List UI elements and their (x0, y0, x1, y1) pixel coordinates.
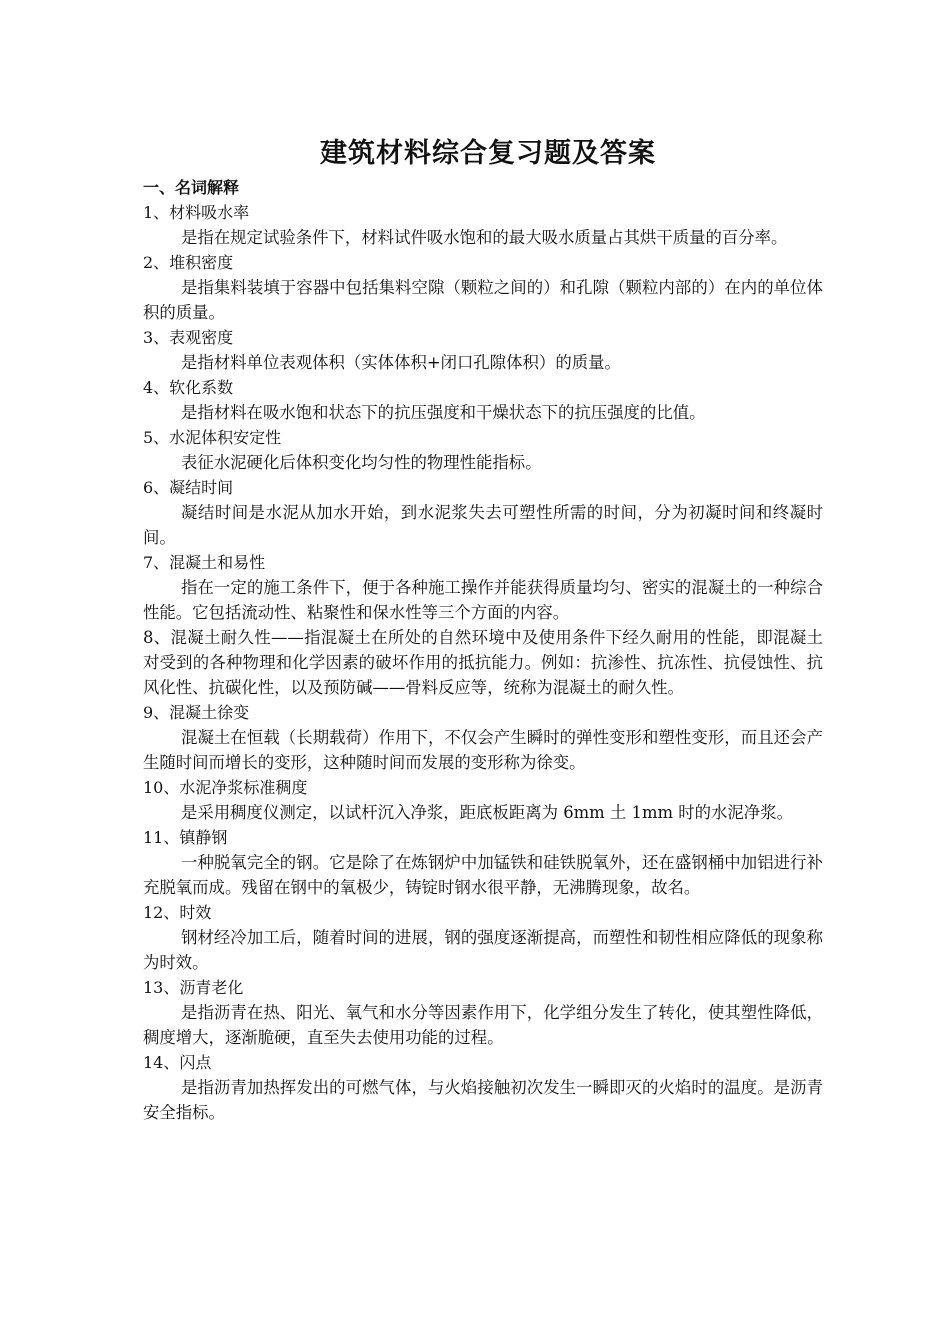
term-label: 5、水泥体积安定性 (143, 428, 282, 447)
term-definition: 凝结时间是水泥从加水开始，到水泥浆失去可塑性所需的时间，分为初凝时间和终凝时间。 (143, 503, 823, 547)
entry-13 (143, 975, 823, 1050)
term-label: 9、混凝土徐变 (143, 703, 250, 722)
term-definition: 混凝土在恒载（长期载荷）作用下，不仅会产生瞬时的弹性变形和塑性变形，而且还会产生随时间而增长的变形，这种随时间而发展的变形称为徐变。 (143, 728, 823, 772)
entry-3 (143, 325, 823, 375)
term-label: 2、堆积密度 (143, 253, 234, 272)
term-label: 3、表观密度 (143, 328, 234, 347)
term-label: 12、时效 (143, 903, 212, 922)
entry-9 (143, 700, 823, 775)
term-definition: 是指集料装填于容器中包括集料空隙（颗粒之间的）和孔隙（颗粒内部的）在内的单位体积的质量。 (143, 278, 823, 322)
term-label: 4、软化系数 (143, 378, 234, 397)
entry-4 (143, 375, 823, 425)
term-definition: 一种脱氧完全的钢。它是除了在炼钢炉中加锰铁和硅铁脱氧外，还在盛钢桶中加铝进行补充脱氧而成。残留在钢中的氧极少，铸锭时钢水很平静，无沸腾现象，故名。 (143, 853, 823, 897)
entry-11 (143, 825, 823, 900)
entry-8 (143, 625, 823, 700)
term-definition: 是指材料单位表观体积（实体体积+闭口孔隙体积）的质量。 (181, 353, 621, 372)
entry-14 (143, 1050, 823, 1125)
document-title: 建筑材料综合复习题及答案 (320, 138, 656, 169)
entry-7 (143, 550, 823, 625)
term-definition: 是指沥青在热、阳光、氧气和水分等因素作用下，化学组分发生了转化，使其塑性降低，稠度增大，逐渐脆硬，直至失去使用功能的过程。 (143, 1003, 823, 1047)
term-label: 11、镇静钢 (143, 828, 228, 847)
entry-2 (143, 250, 823, 325)
term-inline-definition: 8、混凝土耐久性——指混凝土在所处的自然环境中及使用条件下经久耐用的性能，即混凝土对受到的各种物理和化学因素的破坏作用的抵抗能力。例如：抗渗性、抗冻性、抗侵蚀性、抗风化性、抗碳化性，以及预防碱——骨料反应等，统称为混凝土的耐久性。 (143, 628, 823, 697)
term-definition: 是指材料在吸水饱和状态下的抗压强度和干燥状态下的抗压强度的比值。 (181, 403, 706, 422)
term-definition: 钢材经冷加工后，随着时间的进展，钢的强度逐渐提高，而塑性和韧性相应降低的现象称为时效。 (143, 928, 823, 972)
entry-1 (143, 200, 823, 250)
entry-12 (143, 900, 823, 975)
term-label: 7、混凝土和易性 (143, 553, 266, 572)
term-definition: 是指在规定试验条件下，材料试件吸水饱和的最大吸水质量占其烘干质量的百分率。 (181, 228, 788, 247)
term-label: 13、沥青老化 (143, 978, 244, 997)
entry-6 (143, 475, 823, 550)
term-definition: 是采用稠度仪测定，以试杆沉入净浆，距底板距离为 6mm 土 1mm 时的水泥净浆。 (181, 803, 793, 822)
entry-5 (143, 425, 823, 475)
term-label: 14、闪点 (143, 1053, 212, 1072)
entry-10 (143, 775, 823, 825)
term-label: 1、材料吸水率 (143, 203, 250, 222)
term-definition: 指在一定的施工条件下，便于各种施工操作并能获得质量均匀、密实的混凝土的一种综合性能。它包括流动性、粘聚性和保水性等三个方面的内容。 (143, 578, 823, 622)
term-definition: 表征水泥硬化后体积变化均匀性的物理性能指标。 (181, 453, 542, 472)
term-definition: 是指沥青加热挥发出的可燃气体，与火焰接触初次发生一瞬即灭的火焰时的温度。是沥青安全指标。 (143, 1078, 823, 1122)
term-label: 6、凝结时间 (143, 478, 234, 497)
term-label: 10、水泥净浆标准稠度 (143, 778, 308, 797)
section-heading: 一、名词解释 (143, 178, 240, 197)
document-page (143, 134, 823, 1125)
